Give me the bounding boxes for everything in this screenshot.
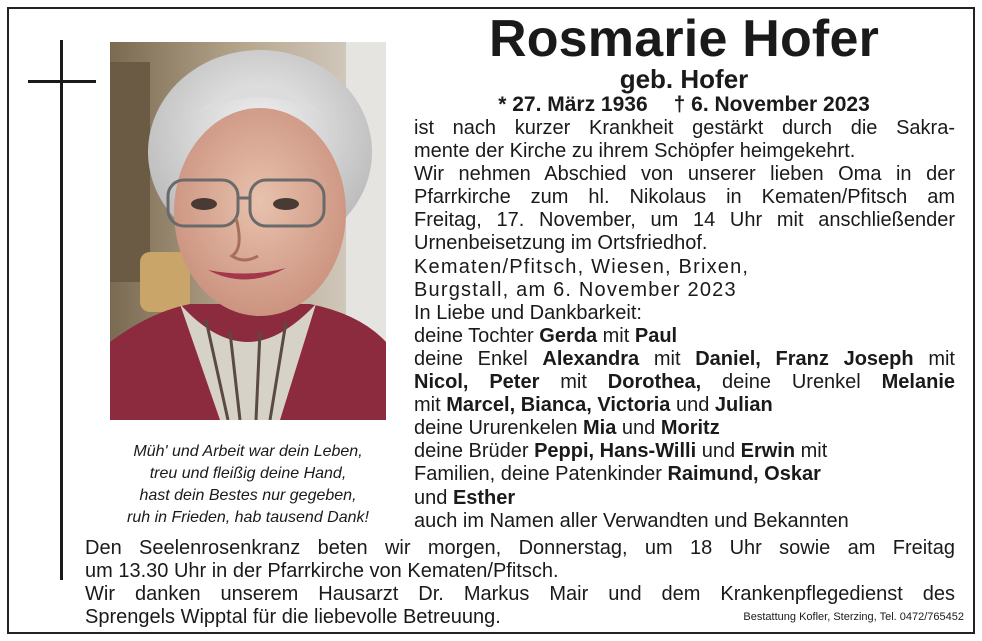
name-highlight: Dorothea,	[607, 371, 702, 394]
name-highlight: Marcel, Bianca, Victoria	[446, 394, 671, 417]
mourner-line	[414, 371, 955, 394]
text-run: Urnenbeisetzung im Ortsfriedhof.	[414, 232, 708, 255]
name-highlight: Gerda	[539, 324, 598, 347]
name-highlight: Paul	[634, 324, 678, 347]
poem-line: hast dein Bestes nur gegeben,	[139, 487, 357, 504]
name-highlight: Melanie	[881, 371, 955, 394]
text-run: mit	[913, 347, 955, 370]
life-dates	[412, 92, 956, 118]
text-run: Wir nehmen Abschied von unserer lieben Oma in der	[414, 163, 955, 186]
mourner-line	[414, 440, 955, 463]
name-highlight: Peppi, Hans-Willi	[534, 440, 697, 463]
name-highlight: Mia	[583, 417, 617, 440]
text-run: mit	[414, 394, 447, 417]
birth-date: * 27. März 1936	[498, 93, 648, 116]
text-run: deine Urenkel	[701, 371, 882, 394]
text-run: mit	[597, 324, 635, 347]
text-run: um 13.30 Uhr in der Pfarrkirche von Kematen/Pfitsch.	[85, 560, 559, 583]
poem-line: treu und fleißig deine Hand,	[149, 465, 347, 482]
text-line	[414, 163, 955, 186]
name-highlight: Nicol, Peter	[414, 371, 540, 394]
place-date-line	[414, 256, 955, 279]
name-highlight: Alexandra	[542, 347, 640, 370]
name-highlight: Julian	[714, 394, 773, 417]
text-run: mit	[795, 440, 828, 463]
text-run: Den Seelenrosenkranz beten wir morgen, Donnerstag, um 18 Uhr sowie am Freitag	[85, 537, 955, 559]
mourner-line	[414, 510, 955, 533]
text-run: mit	[639, 347, 696, 370]
poem-line: ruh in Frieden, hab tausend Dank!	[127, 509, 369, 526]
text-run: ist nach kurzer Krankheit gestärkt durch die Sakra-	[414, 117, 955, 139]
text-run: deine Ururenkelen	[414, 417, 583, 440]
text-run: Sprengels Wipptal für die liebevolle Betreuung.	[85, 606, 501, 629]
name-highlight: Esther	[452, 486, 516, 509]
text-run: auch im Namen aller Verwandten und Bekannten	[414, 509, 849, 532]
text-run: deine Enkel	[414, 347, 543, 370]
memorial-poem	[108, 441, 388, 529]
text-line	[414, 232, 955, 255]
text-line	[414, 140, 955, 163]
cross-icon	[60, 40, 63, 580]
announcement-text	[414, 117, 955, 533]
text-line	[85, 583, 955, 606]
text-line	[414, 209, 955, 232]
mourner-line	[414, 348, 955, 371]
mourner-line	[414, 487, 955, 510]
text-run: deine Tochter	[414, 324, 540, 347]
text-run: Familien, deine Patenkinder	[414, 463, 668, 486]
text-line	[414, 117, 955, 140]
mourner-line	[414, 325, 955, 348]
text-run: und	[696, 440, 741, 463]
poem-line: Müh' und Arbeit war dein Leben,	[133, 443, 363, 460]
cross-icon-bar	[28, 80, 96, 83]
mourner-line	[414, 302, 955, 325]
text-run: deine Brüder	[414, 440, 535, 463]
text-line	[414, 186, 955, 209]
death-date: † 6. November 2023	[673, 93, 870, 116]
name-highlight: Daniel, Franz Joseph	[695, 347, 914, 370]
name-highlight: Raimund, Oskar	[667, 463, 821, 486]
place-date-line	[414, 279, 955, 302]
text-run: Kematen/Pfitsch, Wiesen, Brixen,	[414, 255, 750, 278]
mourner-line	[414, 394, 955, 417]
mourner-line	[414, 463, 955, 486]
text-run: mente der Kirche zu ihrem Schöpfer heimgekehrt.	[414, 140, 856, 163]
text-line	[85, 560, 955, 583]
portrait-photo	[110, 42, 386, 420]
name-highlight: Erwin	[740, 440, 796, 463]
text-run: In Liebe und Dankbarkeit:	[414, 301, 642, 324]
funeral-home-credit: Bestattung Kofler, Sterzing, Tel. 0472/765452	[743, 611, 964, 623]
text-line	[85, 537, 955, 560]
text-run: mit	[539, 371, 608, 394]
birth-name: geb. Hofer	[619, 64, 749, 94]
name-highlight: Moritz	[660, 417, 720, 440]
text-run: Freitag, 17. November, um 14 Uhr mit anschließender	[414, 209, 955, 232]
mourner-line	[414, 417, 955, 440]
deceased-name: Rosmarie Hofer	[488, 10, 880, 68]
text-run: und	[616, 417, 661, 440]
text-run: Pfarrkirche zum hl. Nikolaus in Kematen/Pfitsch am	[414, 186, 955, 209]
text-run: Wir danken unserem Hausarzt Dr. Markus Mair und dem Krankenpflegedienst des	[85, 583, 955, 606]
text-run: und	[670, 394, 715, 417]
text-run: und	[414, 486, 453, 509]
text-run: Burgstall, am 6. November 2023	[414, 278, 737, 301]
